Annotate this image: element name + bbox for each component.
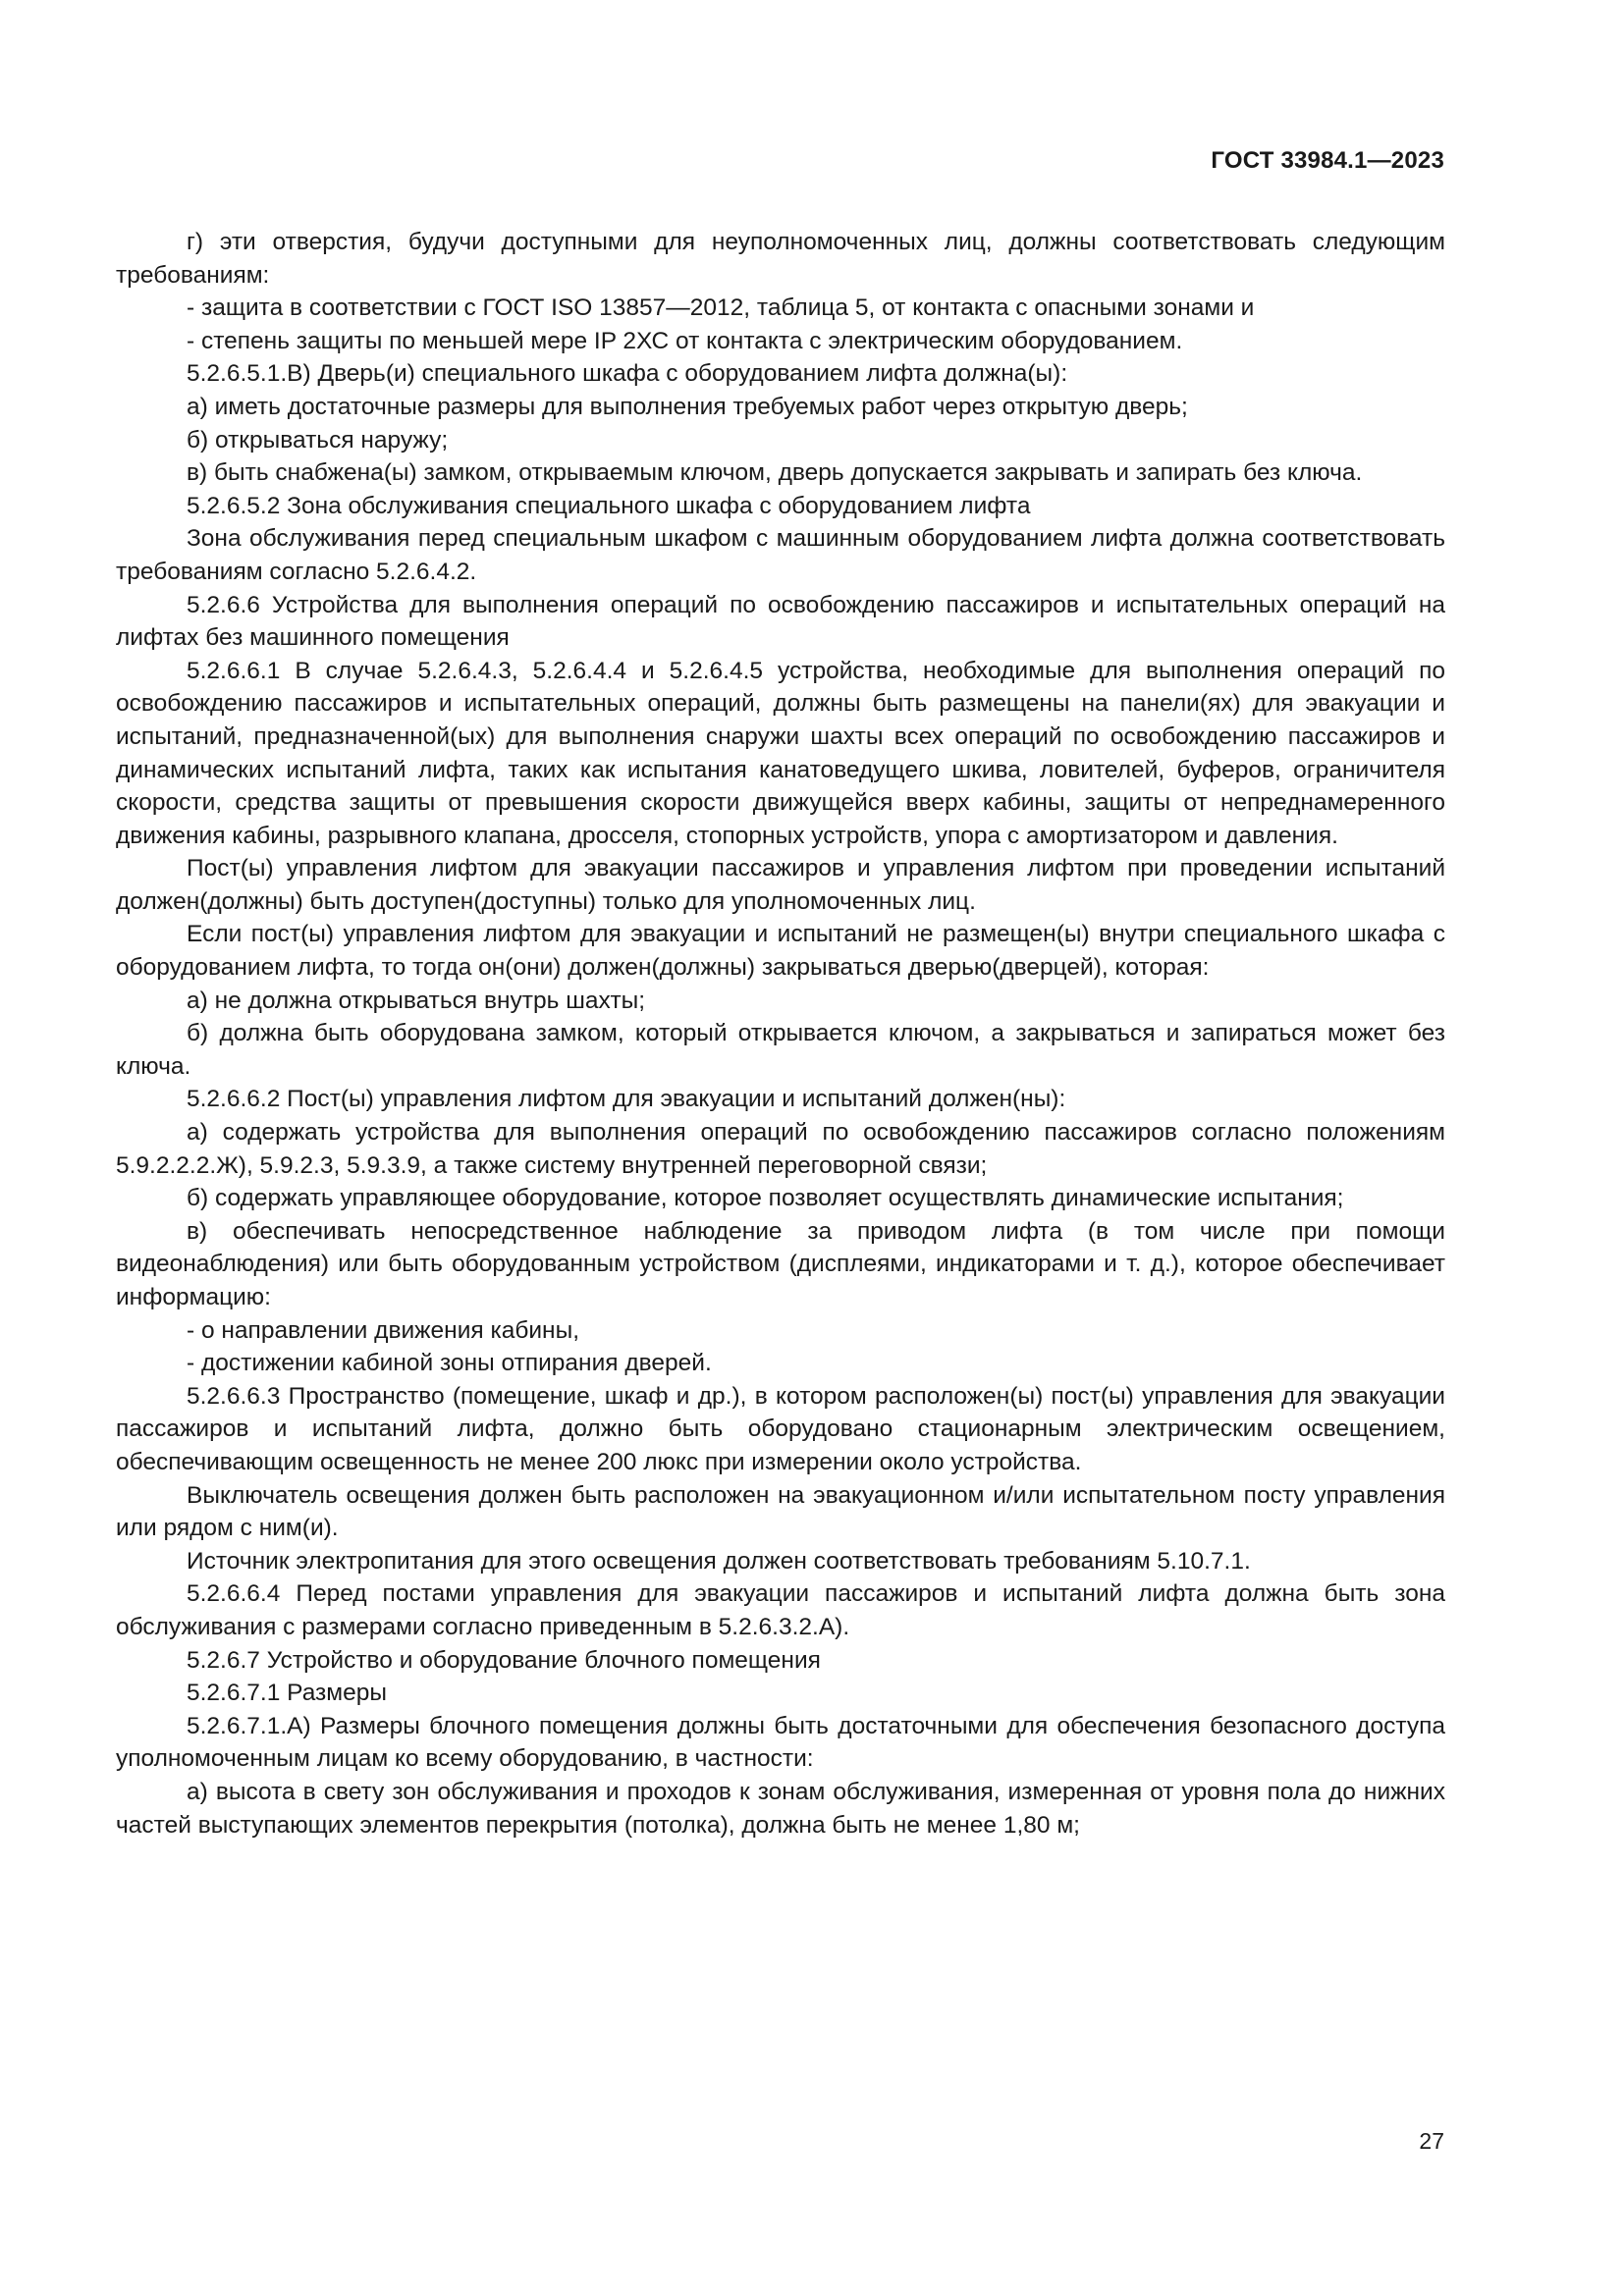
- paragraph: б) содержать управляющее оборудование, которое позволяет осуществлять динамические испытания;: [187, 1185, 1344, 1212]
- paragraph: Зона обслуживания перед специальным шкафом с машинным оборудованием лифта должна соответствовать требованиям согласно 5.2.6.4.2.: [116, 525, 1445, 585]
- paragraph: в) обеспечивать непосредственное наблюдение за приводом лифта (в том числе при помощи видеонаблюдения) или быть оборудованным устройством (дисплеями, индикаторами и т. д.), которое обеспечивает информацию:: [116, 1217, 1445, 1310]
- paragraph: 5.2.6.6 Устройства для выполнения операций по освобождению пассажиров и испытательных операций на лифтах без машинного помещения: [116, 591, 1445, 652]
- paragraph: 5.2.6.5.2 Зона обслуживания специального шкафа с оборудованием лифта: [187, 492, 1031, 519]
- paragraph: 5.2.6.7.1.А) Размеры блочного помещения должны быть достаточными для обеспечения безопасного доступа уполномоченным лицам ко всему оборудованию, в частности:: [116, 1712, 1445, 1773]
- paragraph: в) быть снабжена(ы) замком, открываемым ключом, дверь допускается закрывать и запирать без ключа.: [187, 459, 1363, 487]
- paragraph: а) высота в свету зон обслуживания и проходов к зонам обслуживания, измеренная от уровня пола до нижних частей выступающих элементов перекрытия (потолка), должна быть не менее 1,80 м;: [116, 1778, 1445, 1839]
- page-number: 27: [1419, 2128, 1444, 2154]
- paragraph: г) эти отверстия, будучи доступными для неуполномоченных лиц, должны соответствовать следующим требованиям:: [116, 229, 1445, 289]
- paragraph: 5.2.6.6.3 Пространство (помещение, шкаф и др.), в котором расположен(ы) пост(ы) управления для эвакуации пассажиров и испытаний лифта, должно быть оборудовано стационарным электрическим освещением, обеспечивающим освещенность не менее 200 люкс при измерении около устройства.: [116, 1382, 1445, 1475]
- paragraph: 5.2.6.6.4 Перед постами управления для эвакуации пассажиров и испытаний лифта должна быть зона обслуживания с размерами согласно приведенным в 5.2.6.3.2.А).: [116, 1580, 1445, 1640]
- paragraph: б) должна быть оборудована замком, который открывается ключом, а закрываться и запираться может без ключа.: [116, 1020, 1445, 1080]
- paragraph: Источник электропитания для этого освещения должен соответствовать требованиям 5.10.7.1.: [187, 1547, 1251, 1575]
- paragraph: - защита в соответствии с ГОСТ ISO 13857—2012, таблица 5, от контакта с опасными зонами и: [187, 294, 1255, 322]
- paragraph: б) открываться наружу;: [187, 426, 449, 454]
- paragraph: Если пост(ы) управления лифтом для эвакуации и испытаний не размещен(ы) внутри специального шкафа с оборудованием лифта, то тогда он(они) должен(должны) закрываться дверью(дверцей), которая:: [116, 921, 1445, 982]
- paragraph: - достижении кабиной зоны отпирания дверей.: [187, 1350, 712, 1377]
- paragraph: Выключатель освещения должен быть расположен на эвакуационном и/или испытательном посту управления или рядом с ним(и).: [116, 1481, 1445, 1542]
- paragraph: а) содержать устройства для выполнения операций по освобождению пассажиров согласно положениям 5.9.2.2.2.Ж), 5.9.2.3, 5.9.3.9, а также систему внутренней переговорной связи;: [116, 1119, 1445, 1179]
- paragraph: 5.2.6.7 Устройство и оборудование блочного помещения: [187, 1646, 821, 1674]
- paragraph: 5.2.6.6.1 В случае 5.2.6.4.3, 5.2.6.4.4 и 5.2.6.4.5 устройства, необходимые для выполнения операций по освобождению пассажиров и испытательных операций, должны быть размещены на панели(ях) для эвакуации и испытаний, предназначенной(ых) для выполнения снаружи шахты всех операций по освобождению пассажиров и динамических испытаний лифта, таких как испытания канатоведущего шкива, ловителей, буферов, ограничителя скорости, средства защиты от превышения скорости движущейся вверх кабины, защиты от непреднамеренного движения кабины, разрывного клапана, дросселя, стопорных устройств, упора с амортизатором и давления.: [116, 657, 1445, 849]
- paragraph: Пост(ы) управления лифтом для эвакуации пассажиров и управления лифтом при проведении испытаний должен(должны) быть доступен(доступны) только для уполномоченных лиц.: [116, 855, 1445, 915]
- document-header: ГОСТ 33984.1—2023: [1211, 147, 1444, 174]
- paragraph: 5.2.6.7.1 Размеры: [187, 1680, 387, 1707]
- paragraph: а) не должна открываться внутрь шахты;: [187, 987, 646, 1014]
- document-body: [116, 226, 1445, 1842]
- paragraph: 5.2.6.5.1.В) Дверь(и) специального шкафа с оборудованием лифта должна(ы):: [187, 360, 1068, 388]
- paragraph: - степень защиты по меньшей мере IP 2ХС от контакта с электрическим оборудованием.: [187, 327, 1183, 354]
- paragraph: а) иметь достаточные размеры для выполнения требуемых работ через открытую дверь;: [187, 393, 1188, 420]
- paragraph: 5.2.6.6.2 Пост(ы) управления лифтом для эвакуации и испытаний должен(ны):: [187, 1086, 1066, 1113]
- paragraph: - о направлении движения кабины,: [187, 1316, 580, 1344]
